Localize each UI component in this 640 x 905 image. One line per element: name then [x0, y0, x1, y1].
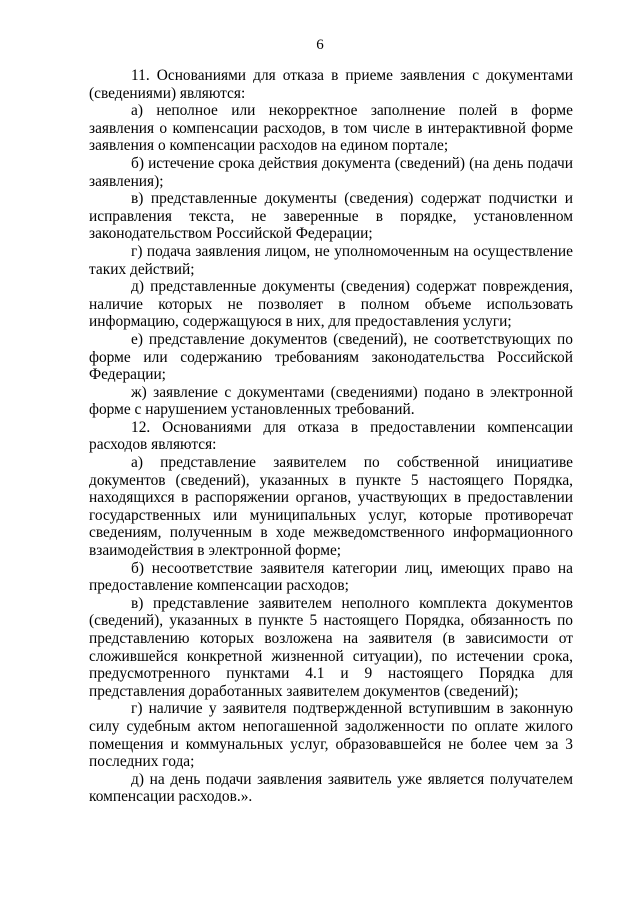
- paragraph-11-zh: ж) заявление с документами (сведениями) подано в электронной форме с нарушением установленных требований.: [89, 383, 573, 419]
- paragraph-12-intro: 12. Основаниями для отказа в предоставлении компенсации расходов являются:: [89, 418, 573, 454]
- paragraph-12-v: в) представление заявителем неполного комплекта документов (сведений), указанных в пункте 5 настоящего Порядка, обязанность по представлению которых возложена на заявителя (в зависимости от сложившейся конкретной жизненной ситуации), по истечении срока, предусмотренного пунктами 4.1 и 9 настоящего Порядка для представления доработанных заявителем документов (сведений);: [89, 594, 573, 700]
- paragraph-12-b: б) несоответствие заявителя категории лиц, имеющих право на предоставление компенсации расходов;: [89, 559, 573, 595]
- paragraph-11-v: в) представленные документы (сведения) содержат подчистки и исправления текста, не заверенные в порядке, установленном законодательством Российской Федерации;: [89, 190, 573, 243]
- paragraph-11-e: е) представление документов (сведений), не соответствующих по форме или содержанию требованиям законодательства Российской Федерации;: [89, 330, 573, 384]
- paragraph-11-g: г) подача заявления лицом, не уполномоченным на осуществление таких действий;: [89, 242, 573, 278]
- paragraph-12-g: г) наличие у заявителя подтвержденной вступившим в законную силу судебным актом непогашенной задолженности по оплате жилого помещения и коммунальных услуг, образовавшейся не более чем за 3 последних года;: [89, 700, 573, 771]
- paragraph-11-a: а) неполное или некорректное заполнение полей в форме заявления о компенсации расходов, в том числе в интерактивной форме заявления о компенсации расходов на едином портале;: [89, 102, 573, 155]
- paragraph-11-d: д) представленные документы (сведения) содержат повреждения, наличие которых не позволяет в полном объеме использовать информацию, содержащуюся в них, для предоставления услуги;: [89, 278, 573, 331]
- paragraph-11-intro: 11. Основаниями для отказа в приеме заявления с документами (сведениями) являются:: [89, 67, 573, 102]
- document-body: [89, 67, 573, 806]
- paragraph-11-b: б) истечение срока действия документа (сведений) (на день подачи заявления);: [89, 154, 573, 190]
- page-number: 6: [316, 37, 324, 53]
- paragraph-12-a: а) представление заявителем по собственной инициативе документов (сведений), указанных в пункте 5 настоящего Порядка, находящихся в распоряжении органов, участвующих в предоставлении государственных или муниципальных услуг, которые противоречат сведениям, полученным в ходе межведомственного информационного взаимодействия в электронной форме;: [89, 454, 573, 560]
- paragraph-12-d: д) на день подачи заявления заявитель уже является получателем компенсации расходов.».: [89, 770, 573, 806]
